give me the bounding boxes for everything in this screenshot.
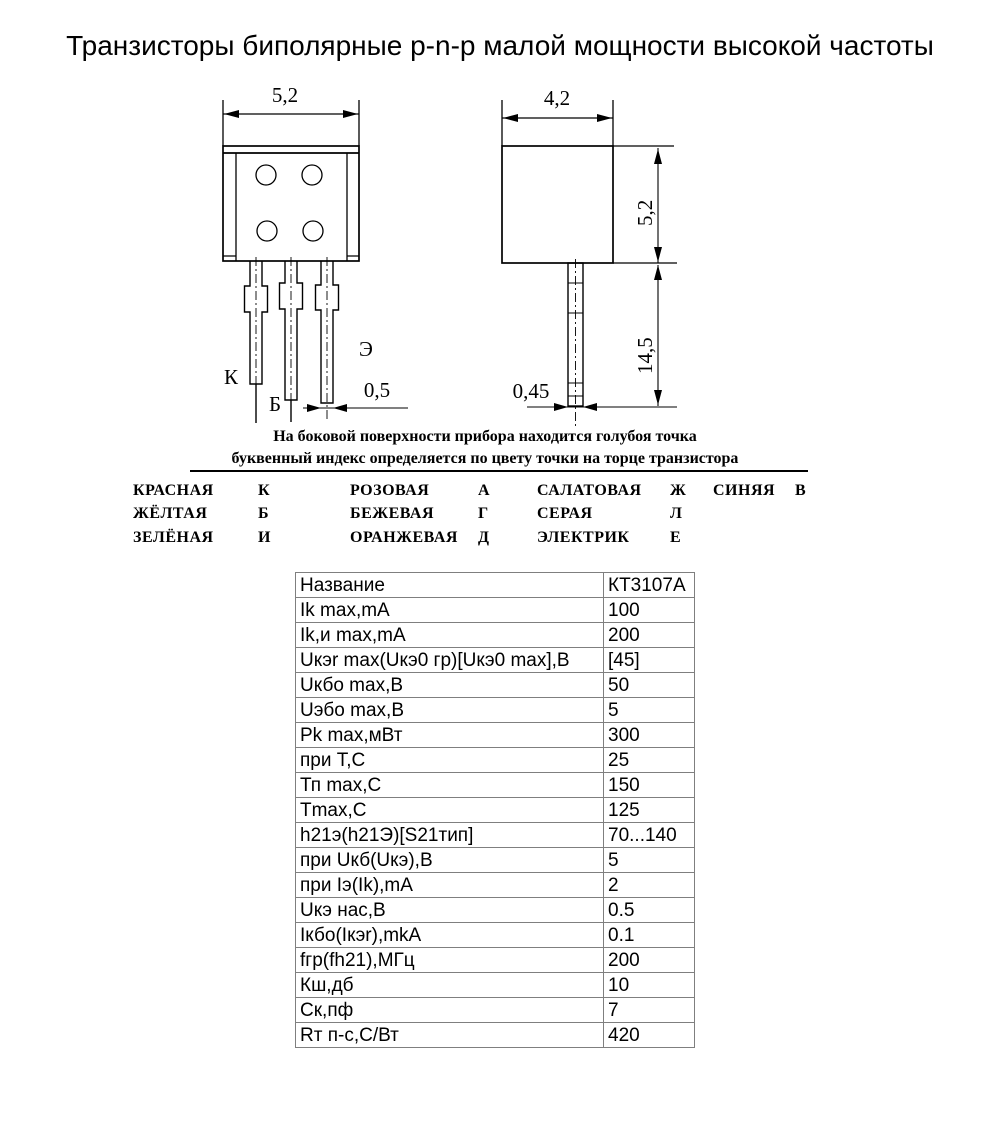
value-cell: 50 [604,673,695,698]
spec-row [296,998,695,1023]
side-lead-length-dim-label: 14,5 [633,337,657,374]
value-cell: 150 [604,773,695,798]
emitter-label: Э [359,337,373,361]
param-cell: при Т,С [296,748,604,773]
color-letter: К [258,481,271,499]
param-cell: Pk max,мВт [296,723,604,748]
base-label: Б [269,392,282,416]
spec-row [296,598,695,623]
page-title: Транзисторы биполярные p-n-p малой мощности высокой частоты [66,30,934,61]
color-name: ЗЕЛЁНАЯ [133,528,214,546]
spec-row [296,1023,695,1048]
value-cell: 125 [604,798,695,823]
front-view [223,100,408,423]
param-cell: Uэбо max,В [296,698,604,723]
value-cell: 420 [604,1023,695,1048]
param-cell: Uкэ нас,В [296,898,604,923]
side-height-dim-label: 5,2 [633,199,657,226]
color-name: ОРАНЖЕВАЯ [350,528,458,546]
value-cell: 5 [604,848,695,873]
spec-row [296,673,695,698]
color-name: БЕЖЕВАЯ [350,505,435,523]
param-cell: Ik,и max,mA [296,623,604,648]
param-cell: Кш,дб [296,973,604,998]
param-cell: Uкбо max,В [296,673,604,698]
spec-row [296,623,695,648]
value-cell: 0.5 [604,898,695,923]
side-lead-width-dim-label: 0,45 [512,379,550,403]
spec-row [296,948,695,973]
color-name: СЕРАЯ [537,505,593,523]
value-cell: 100 [604,598,695,623]
color-letter: Ж [670,481,687,499]
color-name: ЖЁЛТАЯ [133,505,208,523]
param-cell: при Uкб(Uкэ),В [296,848,604,873]
spec-header-param: Название [296,573,604,598]
package-outline-drawing [0,0,1000,430]
color-name: ЭЛЕКТРИК [537,528,630,546]
side-width-dim-label: 4,2 [543,86,571,110]
spec-header-value: КТ3107А [604,573,695,598]
color-name: СИНЯЯ [713,481,776,499]
note-line-1: На боковой поверхности прибора находится голубоя точка [273,428,697,445]
value-cell: 25 [604,748,695,773]
note-line-2: буквенный индекс определяется по цвету точки на торце транзистора [231,450,739,467]
param-cell: Tmax,С [296,798,604,823]
spec-row [296,823,695,848]
value-cell: 0.1 [604,923,695,948]
param-cell: fгр(fh21),МГц [296,948,604,973]
spec-row [296,748,695,773]
color-name: САЛАТОВАЯ [537,481,642,499]
side-view [502,100,677,426]
color-code-table [133,479,835,550]
value-cell: 70...140 [604,823,695,848]
spec-row [296,723,695,748]
spec-row [296,848,695,873]
collector-label: К [224,365,239,389]
color-letter: Е [670,528,682,546]
value-cell: 300 [604,723,695,748]
color-letter: Л [670,505,683,523]
value-cell: 200 [604,623,695,648]
param-cell: Uкэr max(Uкэ0 гр)[Uкэ0 max],В [296,648,604,673]
param-cell: Iкбо(Iкэr),mkA [296,923,604,948]
param-cell: Тп max,С [296,773,604,798]
value-cell: 200 [604,948,695,973]
color-letter: Б [258,505,270,523]
value-cell: 5 [604,698,695,723]
color-name: КРАСНАЯ [133,481,214,499]
front-lead-width-dim-label: 0,5 [363,378,391,402]
spec-header-row [296,573,695,598]
value-cell: [45] [604,648,695,673]
spec-row [296,873,695,898]
color-letter: И [258,528,271,546]
spec-row [296,648,695,673]
color-code-row [133,526,835,550]
value-cell: 10 [604,973,695,998]
color-letter: В [795,481,807,499]
color-code-row [133,479,835,503]
color-code-row [133,503,835,527]
param-cell: Ск,пф [296,998,604,1023]
spec-row [296,698,695,723]
spec-row [296,898,695,923]
spec-table [295,572,695,1048]
color-name: РОЗОВАЯ [350,481,430,499]
spec-row [296,923,695,948]
spec-row [296,973,695,998]
spec-row [296,798,695,823]
front-width-dim-label: 5,2 [271,83,299,107]
param-cell: h21э(h21Э)[S21тип] [296,823,604,848]
color-letter: А [478,481,491,499]
spec-row [296,773,695,798]
color-letter: Д [478,528,490,546]
value-cell: 2 [604,873,695,898]
param-cell: при Iэ(Ik),mA [296,873,604,898]
color-letter: Г [478,505,489,523]
note-divider [190,470,808,472]
param-cell: Rт п-с,С/Вт [296,1023,604,1048]
marking-note [0,426,970,470]
param-cell: Ik max,mA [296,598,604,623]
value-cell: 7 [604,998,695,1023]
